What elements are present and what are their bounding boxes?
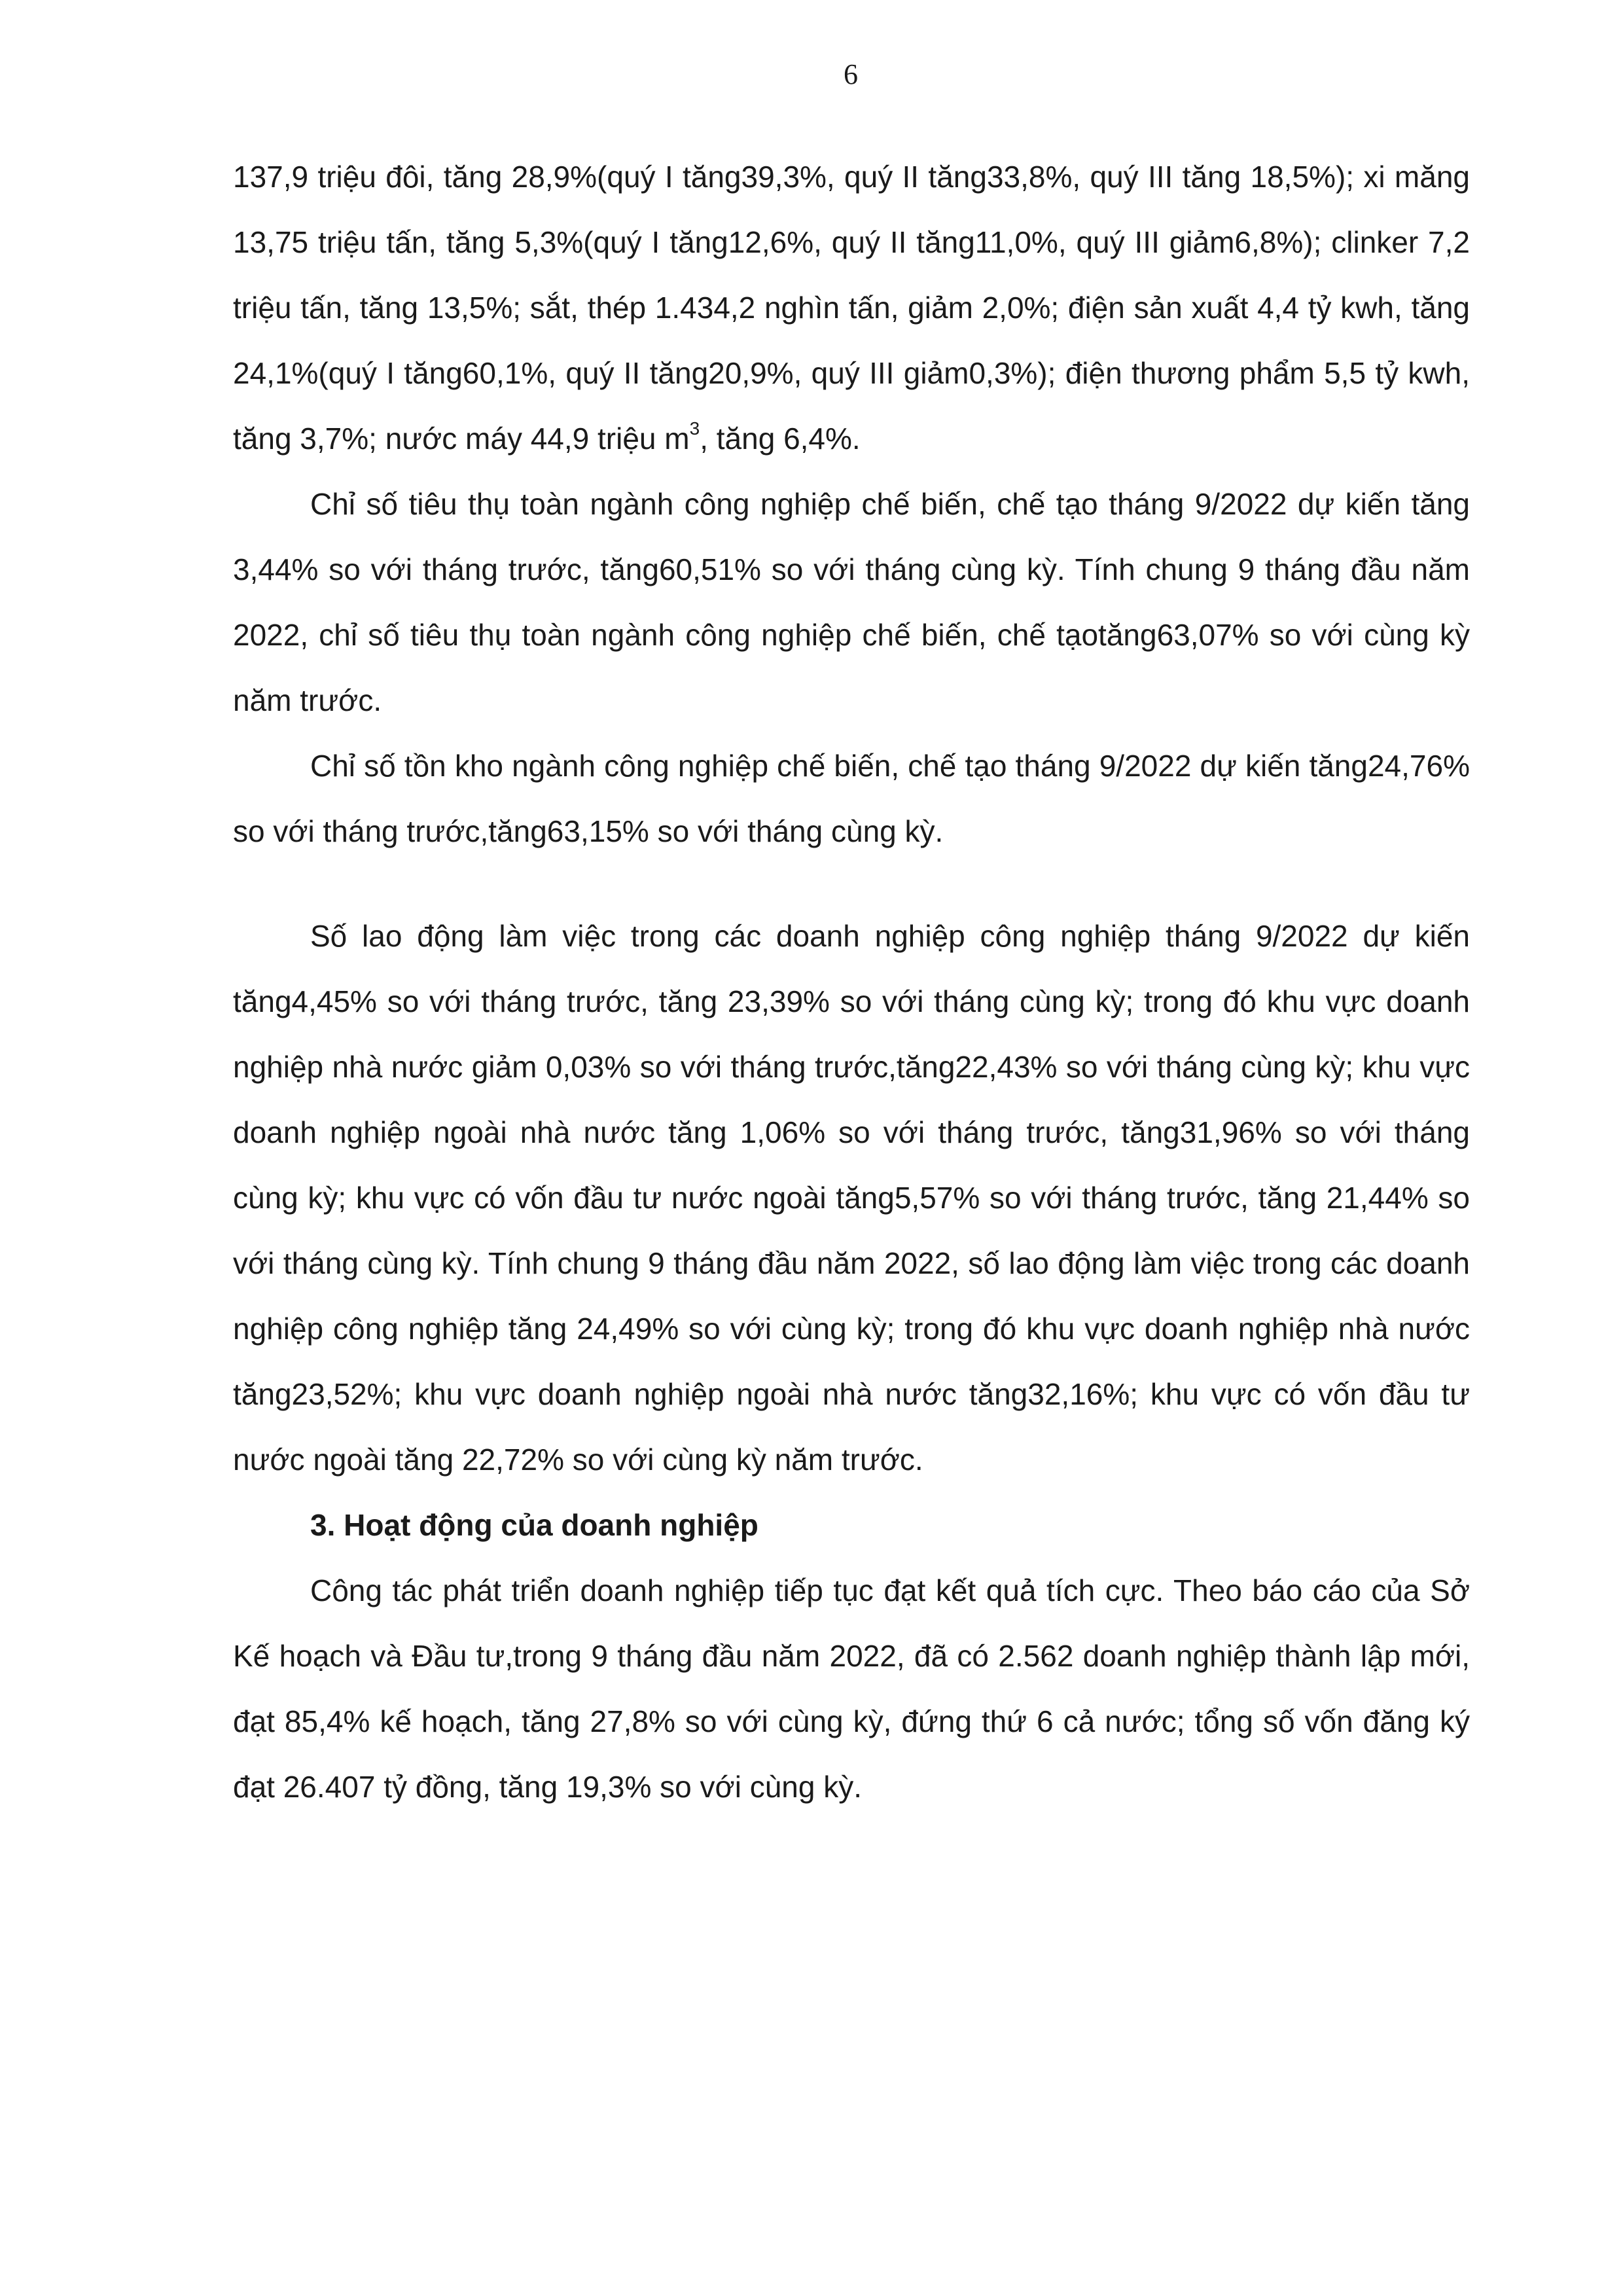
section-heading: 3. Hoạt động của doanh nghiệp [310,1508,758,1542]
paragraph-production-output-tail: , tăng 6,4%. [700,422,861,456]
paragraph-inventory-index: Chỉ số tồn kho ngành công nghiệp chế biến, chế tạo tháng 9/2022 dự kiến tăng24,76% so với tháng trước,tăng63,15% so với tháng cùng kỳ. [233,749,1470,848]
paragraph-consumption-index: Chỉ số tiêu thụ toàn ngành công nghiệp chế biến, chế tạo tháng 9/2022 dự kiến tăng 3,44% so với tháng trước, tăng60,51% so với tháng cùng kỳ. Tính chung 9 tháng đầu năm 2022, chỉ số tiêu thụ toàn ngành công nghiệp chế biến, chế tạotăng63,07% so với cùng kỳ năm trước. [233,487,1470,717]
page-number: 6 [844,58,858,90]
document-body [233,144,1470,1820]
superscript-cubic: 3 [689,418,700,439]
paragraph-production-output-text: 137,9 triệu đôi, tăng 28,9%(quý I tăng39,3%, quý II tăng33,8%, quý III tăng 18,5%); xi măng 13,75 triệu tấn, tăng 5,3%(quý I tăng12,6%, quý II tăng11,0%, quý III giảm6,8%); clinker 7,2 triệu tấn, tăng 13,5%; sắt, thép 1.434,2 nghìn tấn, giảm 2,0%; điện sản xuất 4,4 tỷ kwh, tăng 24,1%(quý I tăng60,1%, quý II tăng20,9%, quý III giảm0,3%); điện thương phẩm 5,5 tỷ kwh, tăng 3,7%; nước máy 44,9 triệu m [233,160,1470,456]
paragraph-enterprise-development: Công tác phát triển doanh nghiệp tiếp tục đạt kết quả tích cực. Theo báo cáo của Sở Kế hoạch và Đầu tư,trong 9 tháng đầu năm 2022, đã có 2.562 doanh nghiệp thành lập mới, đạt 85,4% kế hoạch, tăng 27,8% so với cùng kỳ, đứng thứ 6 cả nước; tổng số vốn đăng ký đạt 26.407 tỷ đồng, tăng 19,3% so với cùng kỳ. [233,1573,1470,1804]
paragraph-production-output [233,144,1470,471]
paragraph-labor: Số lao động làm việc trong các doanh nghiệp công nghiệp tháng 9/2022 dự kiến tăng4,45% so với tháng trước, tăng 23,39% so với tháng cùng kỳ; trong đó khu vực doanh nghiệp nhà nước giảm 0,03% so với tháng trước,tăng22,43% so với tháng cùng kỳ; khu vực doanh nghiệp ngoài nhà nước tăng 1,06% so với tháng trước, tăng31,96% so với tháng cùng kỳ; khu vực có vốn đầu tư nước ngoài tăng5,57% so với tháng trước, tăng 21,44% so với tháng cùng kỳ. Tính chung 9 tháng đầu năm 2022, số lao động làm việc trong các doanh nghiệp công nghiệp tăng 24,49% so với cùng kỳ; trong đó khu vực doanh nghiệp nhà nước tăng23,52%; khu vực doanh nghiệp ngoài nhà nước tăng32,16%; khu vực có vốn đầu tư nước ngoài tăng 22,72% so với cùng kỳ năm trước. [233,919,1470,1477]
